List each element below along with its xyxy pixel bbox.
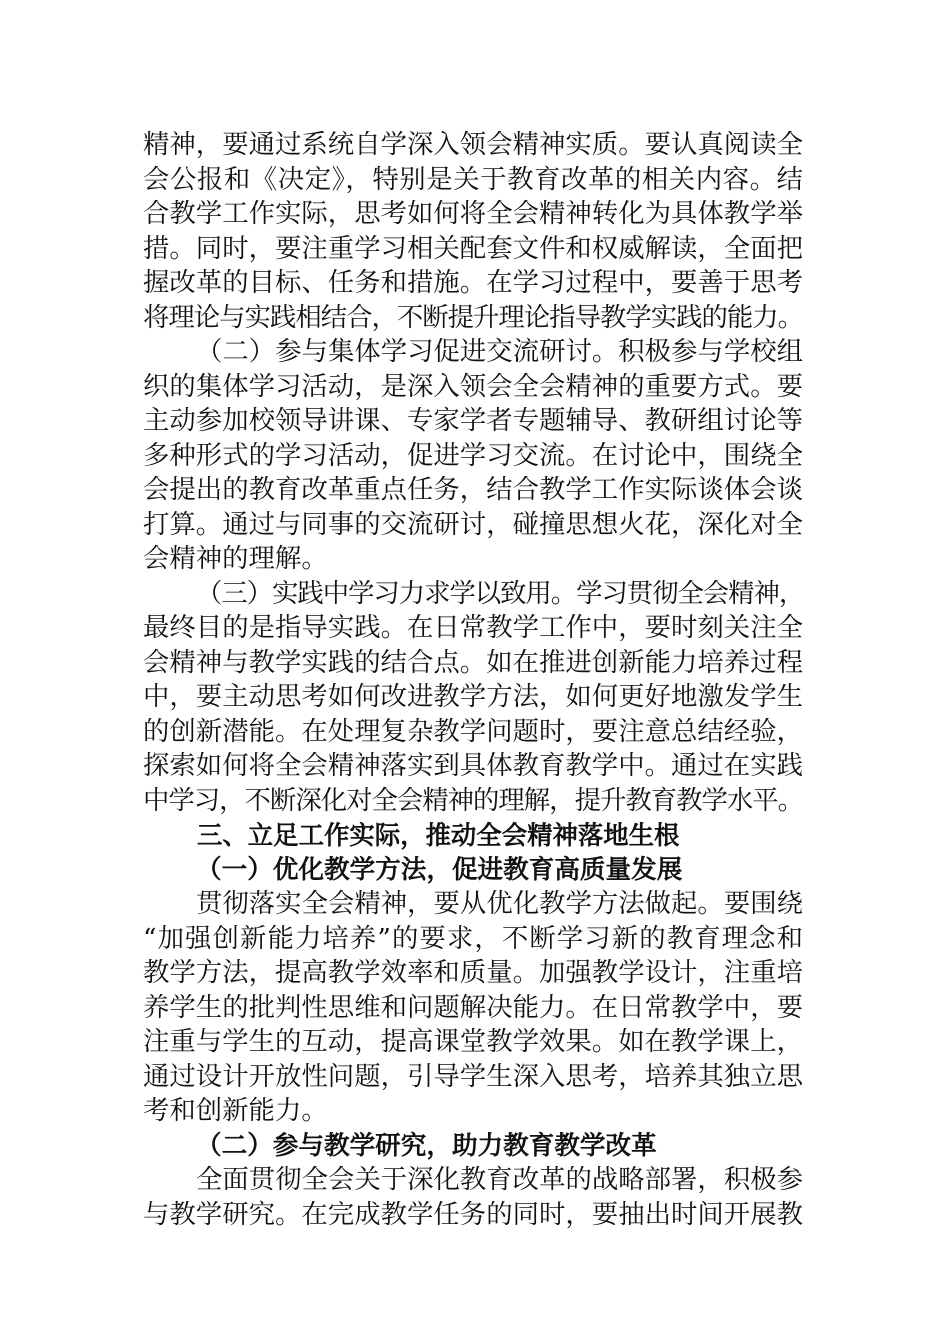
text-line: “加强创新能力培养”的要求，不断学习新的教育理念和 [143,922,803,954]
paragraph-teaching-research [143,1163,803,1232]
paragraph-practice-learning [143,577,803,819]
subheading-teaching-methods: （一）优化教学方法，促进教育高质量发展 [196,854,683,885]
text-line: 会精神的理解。 [143,543,328,574]
text-line: 通过设计开放性问题，引导学生深入思考，培养其独立思 [143,1060,803,1092]
text-line: 合教学工作实际，思考如何将全会精神转化为具体教学举 [143,198,803,229]
text-line: 教学方法，提高教学效率和质量。加强教学设计，注重培 [143,957,803,988]
subheading-teaching-research: （二）参与教学研究，助力教育教学改革 [196,1130,657,1161]
text-line: 考和创新能力。 [143,1095,328,1126]
text-line: 会公报和《决定》，特别是关于教育改革的相关内容。结 [143,163,803,195]
text-line: （二）参与集体学习促进交流研讨。积极参与学校组 [196,336,803,367]
text-line: 会提出的教育改革重点任务，结合教学工作实际谈体会谈 [143,474,803,505]
text-line: 织的集体学习活动，是深入领会全会精神的重要方式。要 [143,370,803,402]
paragraph-collective-study [143,335,803,577]
text-line: 探索如何将全会精神落实到具体教育教学中。通过在实践 [143,750,803,781]
text-line: 多种形式的学习活动，促进学习交流。在讨论中，围绕全 [143,439,803,471]
text-line: 将理论与实践相结合，不断提升理论指导教学实践的能力。 [143,301,803,333]
text-line: 打算。通过与同事的交流研讨，碰撞思想火花，深化对全 [143,508,803,540]
text-line: 中学习，不断深化对全会精神的理解，提升教育教学水平。 [143,784,803,816]
text-line: 全面贯彻全会关于深化教育改革的战略部署，积极参 [196,1164,803,1195]
text-line: 的创新潜能。在处理复杂教学问题时，要注意总结经验， [143,715,803,747]
text-line: 握改革的目标、任务和措施。在学习过程中，要善于思考 [143,267,803,298]
text-line: 措。同时，要注重学习相关配套文件和权威解读，全面把 [143,232,803,264]
text-line: 精神，要通过系统自学深入领会精神实质。要认真阅读全 [143,129,803,160]
section-heading: 三、立足工作实际，推动全会精神落地生根 [197,820,680,850]
document-page [143,128,803,1232]
text-line: 会精神与教学实践的结合点。如在推进创新能力培养过程 [143,646,803,678]
paragraph-continuation [143,128,803,335]
text-line: （三）实践中学习力求学以致用。学习贯彻全会精神， [196,577,805,609]
text-line: 主动参加校领导讲课、专家学者专题辅导、教研组讨论等 [143,405,803,436]
text-line: 中，要主动思考如何改进教学方法，如何更好地激发学生 [143,681,803,712]
text-line: 与教学研究。在完成教学任务的同时，要抽出时间开展教 [143,1198,803,1230]
text-line: 贯彻落实全会精神，要从优化教学方法做起。要围绕 [196,888,803,919]
text-line: 养学生的批判性思维和问题解决能力。在日常教学中，要 [143,991,803,1023]
text-line: 注重与学生的互动，提高课堂教学效果。如在教学课上， [143,1026,803,1057]
text-line: 最终目的是指导实践。在日常教学工作中，要时刻关注全 [143,612,803,643]
paragraph-teaching-methods [143,887,803,1129]
